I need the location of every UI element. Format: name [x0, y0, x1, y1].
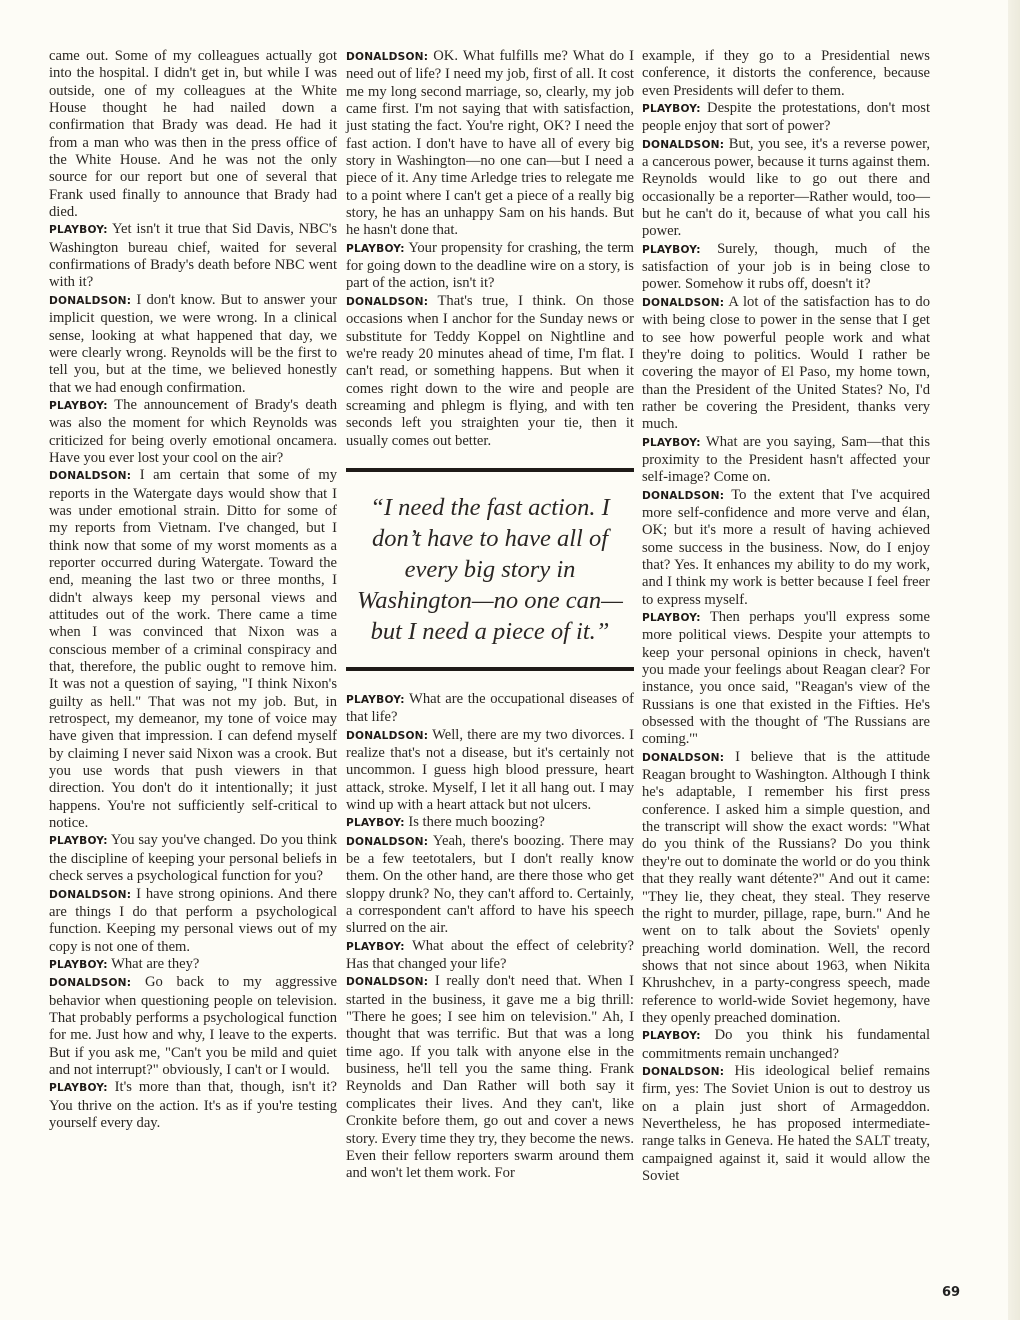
paragraph [346, 973, 634, 1182]
paragraph [346, 833, 634, 938]
paragraph [49, 974, 337, 1079]
speaker-label: DONALDSON: [642, 296, 725, 309]
paragraph-text: I believe that is the attitude Reagan brought to Washington. Although I think he's adaptable, I remember his first press conference. I asked him a simple question, and the transcript will show the exact words: "What do you think of the Russians? Do you think they're out to dominate the world or do you think that they really want détente?" And out it came: "They lie, they cheat, they steal. They reserve the right to murder, pillage, rape, burn." And he went on to talk about the Soviets' openly preaching world domination. Well, the record shows that not since about 1963, when Nikita Khrushchev, in a party-congress speech, made reference to world-wide Soviet hegemony, have they openly preached domination. [642, 748, 930, 1026]
paragraph [49, 1079, 337, 1132]
paragraph-text: His ideological belief remains firm, yes: The Soviet Union is out to destroy us on a plain just short of Armageddon. Nevertheless, he has proposed intermediate-range talks in Geneva. He hated the SALT treaty, campaigned against it, said it would allow the Soviet [642, 1062, 930, 1184]
paragraph-text: Then perhaps you'll express some more political views. Despite your attempts to keep your personal opinions in check, haven't you made your feelings about Reagan clear? For instance, you once said, "Reagan's view of the Russians is one that existed in the Fifties. He's obsessed with the thought of 'The Russians are coming.'" [642, 609, 930, 748]
paragraph [642, 100, 930, 136]
paragraph-text: That's true, I think. On those occasions when I anchor for the Sunday news or substitute for Teddy Koppel on Nightline and we're ready 20 minutes ahead of time, I'm flat. I can't read, or something happens. But when it comes right down to the wire and people are screaming and phlegm is flying, and with ten seconds left you straighten your tie, then it usually comes out better. [346, 292, 635, 449]
speaker-label: PLAYBOY: [346, 940, 405, 953]
speaker-label: PLAYBOY: [642, 612, 701, 624]
speaker-label: DONALDSON: [346, 835, 429, 848]
paragraph-text: What are they? [111, 955, 200, 972]
paragraph [49, 292, 337, 397]
paragraph-text: OK. What fulfills me? What do I need out of life? I need my job, first of all. It cost me my long second marriage, so, clearly, my job came first. I'm not saying that with satisfaction, just stating the fact. You're right, OK? I need the fast action. I don't have to have all of every big story in Washington—no one can—but I need a piece of it. Any time Arledge tries to relegate me to a point where I can't get a piece of a really big story, he has an unhappy Sam on his hands. But he hasn't done that. [346, 48, 634, 239]
speaker-label: DONALDSON: [642, 489, 725, 502]
paragraph [346, 938, 634, 974]
paragraph-text: What about the effect of celebrity? Has that changed your life? [346, 937, 634, 973]
pull-quote: “I need the fast action. I don’t have to have all of every big story in Washington—no one can—but I need a piece of it.” [346, 468, 634, 671]
paragraph [642, 487, 930, 609]
speaker-label: DONALDSON: [49, 977, 132, 990]
speaker-label: DONALDSON: [49, 888, 132, 901]
page-number: 69 [942, 1285, 961, 1300]
paragraph-text: Go back to my aggressive behavior when questioning people on television. That probably performs a psychological function for me. Just how and why, I leave to the experts. But if you ask me, "Can't you be mild and quiet and not interrupt?" obviously, I can't or I would. [49, 974, 337, 1078]
paragraph-text: I really don't need that. When I started in the business, it gave me a big thrill: "There he goes; I see him on television." Ah, I thought that was terrific. But that was a long time ago. If you talk with anyone else in the business, he'll tell you the same thing. Frank Reynolds and Dan Rather will both say it complicates their lives. And they can't, like Cronkite before them, go out and cover a news story. Every time they try, they become the news. Even their fellow reporters swarm around them and won't let them work. For [346, 973, 634, 1182]
speaker-label: DONALDSON: [642, 138, 725, 151]
paragraph [642, 749, 930, 1028]
article-column-3 [642, 48, 930, 1185]
paragraph [49, 221, 337, 291]
paragraph [346, 293, 634, 450]
paragraph [642, 1063, 930, 1185]
paragraph [642, 434, 930, 487]
article-column-2 [346, 48, 634, 1183]
paragraph [49, 886, 337, 956]
paragraph-text: Surely, though, much of the satisfaction of your job is in being close to power. Somehow it rubs off, doesn't it? [642, 240, 930, 293]
speaker-label: DONALDSON: [346, 729, 429, 742]
paragraph-text: Do you think his fundamental commitments remain unchanged? [642, 1027, 931, 1062]
speaker-label: PLAYBOY: [49, 835, 108, 848]
paragraph-text: Is there much boozing? [408, 814, 545, 831]
paragraph [49, 48, 337, 221]
paragraph-text: Despite the protestations, don't most people enjoy that sort of power? [642, 100, 931, 135]
paragraph [642, 48, 930, 100]
speaker-label: DONALDSON: [49, 470, 132, 483]
speaker-label: DONALDSON: [642, 1065, 725, 1078]
paragraph-text: I am certain that some of my reports in the Watergate days would show that I was under emotional strain. Ditto for some of my reports from Vietnam. I've changed, but I think now that some of my worst moments as a reporter occurred during Watergate. Toward the end, meaning the last two or three months, I didn't always keep my personal views and attitudes out of the work. There came a time when I was convinced that Nixon was a conscious member of a criminal conspiracy and that, therefore, the public ought to remove him. It was not a question of saying, "I think Nixon's guilty as hell." That was not my job. But, in retrospect, my demeanor, my tone of voice may have given that impression. I can defend myself by claiming I never said Nixon was a crook. But you use words that push viewers in that direction. You don't do it intentionally; it just happens. You're not sufficiently self-critical to notice. [49, 467, 337, 832]
speaker-label: DONALDSON: [49, 294, 132, 307]
paragraph-text: You say you've changed. Do you think the discipline of keeping your personal beliefs in check serves a psychological function for you? [49, 832, 338, 885]
speaker-label: DONALDSON: [346, 295, 429, 308]
paragraph-text: Yet isn't it true that Sid Davis, NBC's Washington bureau chief, waited for several confirmations of Brady's death before NBC went with it? [49, 221, 338, 291]
paragraph [642, 294, 930, 434]
paragraph [642, 609, 930, 749]
paragraph-text: I don't know. But to answer your implicit question, we were wrong. In a clinical sense, looking at what happened that day, we were clearly wrong. Reynolds will be the first to tell you, but at the time, we believed honestly that we had enough confirmation. [49, 291, 337, 396]
speaker-label: PLAYBOY: [49, 1082, 108, 1095]
paragraph [642, 241, 930, 294]
speaker-label: PLAYBOY: [346, 693, 405, 706]
paragraph [49, 467, 337, 832]
speaker-label: DONALDSON: [346, 976, 429, 989]
speaker-label: DONALDSON: [346, 51, 429, 63]
speaker-label: PLAYBOY: [346, 817, 405, 830]
speaker-label: PLAYBOY: [642, 436, 701, 449]
paragraph-text: I have strong opinions. And there are things I do that perform a psychological function. Keeping my personal views out of my copy is not one of them. [49, 885, 337, 955]
paragraph-text: Your propensity for crashing, the term for going down to the deadline wire on a story, is part of the action, isn't it? [346, 239, 635, 292]
speaker-label: PLAYBOY: [642, 103, 701, 116]
paragraph-text: Well, there are my two divorces. I realize that's not a disease, but it's certainly not uncommon. I guess high blood pressure, heart attack, stroke. Myself, I let it all hang out. I may wind up with a heart attack but not ulcers. [346, 726, 634, 813]
paragraph [346, 691, 634, 727]
paragraph-text: What are the occupational diseases of that life? [346, 690, 634, 726]
paragraph-text: What are you saying, Sam—that this proximity to the President hasn't affected your self-image? Come on. [642, 433, 931, 486]
speaker-label: DONALDSON: [642, 751, 725, 764]
speaker-label: PLAYBOY: [642, 243, 701, 256]
paragraph [346, 727, 634, 815]
paragraph [49, 397, 337, 467]
paragraph-text: came out. Some of my colleagues actually got into the hospital. I didn't get in, but while I was outside, one of my colleagues at the White House thought he had nailed down a confirmation that Brady was dead. He had it from a man who was then in the press office of the White House. And he was not the only source for our report but one of several that Frank used finally to announce that Brady had died. [49, 48, 337, 221]
speaker-label: PLAYBOY: [49, 224, 108, 237]
speaker-label: PLAYBOY: [346, 242, 405, 255]
article-column-1 [49, 48, 337, 1132]
speaker-label: PLAYBOY: [642, 1030, 701, 1043]
paragraph [49, 832, 337, 885]
paragraph [346, 48, 634, 240]
paragraph-text: Yeah, there's boozing. There may be a few teetotalers, but I don't really know them. On the other hand, are there those who get sloppy drunk? No, they can't afford to. Certainly, a correspondent can't afford to have his speech slurred on the air. [346, 832, 634, 937]
paragraph [642, 136, 930, 241]
paragraph [346, 814, 634, 832]
paragraph [346, 240, 634, 293]
speaker-label: PLAYBOY: [49, 958, 108, 971]
paragraph [642, 1027, 930, 1063]
paragraph-text: But, you see, it's a reverse power, a cancerous power, because it turns against them. Reynolds would like to go out there and occasionally be a reporter—Rather would, too—but he can't do it, because of what you call his power. [642, 135, 930, 240]
paragraph-text: A lot of the satisfaction has to do with being close to power in the sense that I get to see how powerful people work and what they're doing to politics. Would I rather be covering the mayor of El Paso, my home town, than the President of the United States? No, I'd rather be covering the President, thanks very much. [642, 293, 930, 433]
paragraph-text: The announcement of Brady's death was also the moment for which Reynolds was criticized for being overly emotional oncamera. Have you ever lost your cool on the air? [49, 396, 337, 466]
paragraph [49, 956, 337, 974]
speaker-label: PLAYBOY: [49, 399, 108, 412]
paragraph-text: example, if they go to a Presidential news conference, it distorts the conference, because even Presidents will defer to them. [642, 48, 930, 99]
paragraph-text: To the extent that I've acquired more self-confidence and more verve and élan, OK; but it's more a result of having achieved some success in the business. Now, do I enjoy that? Yes. It enhances my ability to do my work, and I think my work is better because I feel freer to express myself. [642, 486, 930, 608]
page-edge [1008, 0, 1020, 1320]
paragraph-text: It's more than that, though, isn't it? You thrive on the action. It's as if you're testing yourself every day. [49, 1079, 337, 1131]
